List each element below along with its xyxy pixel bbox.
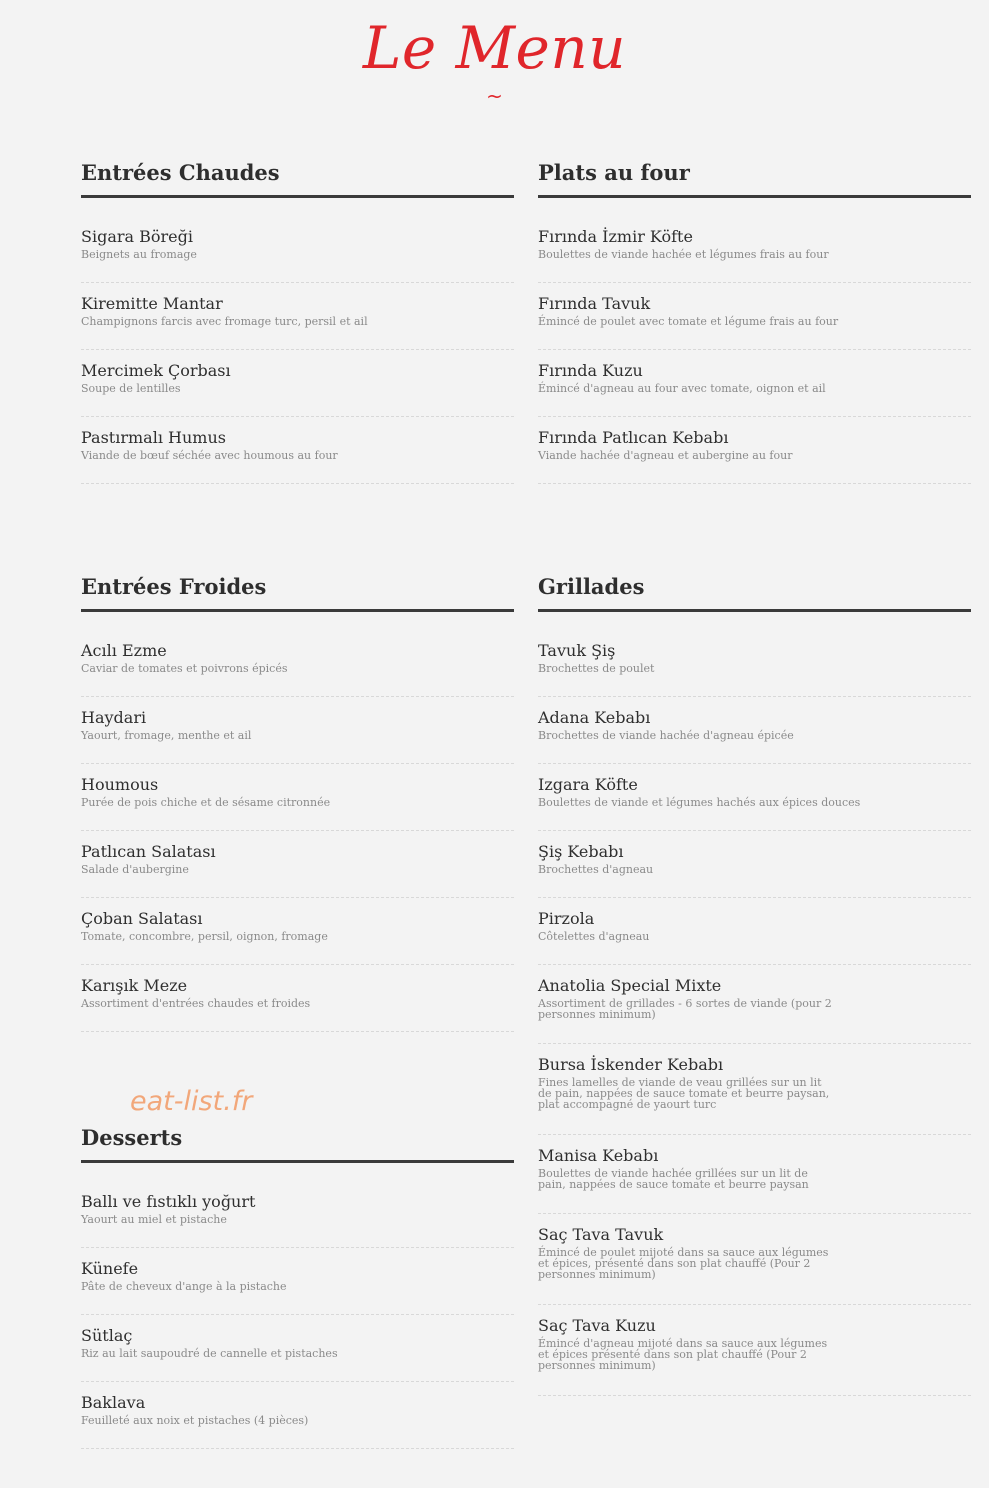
menu-item-description: Brochettes de poulet (538, 662, 655, 675)
menu-item-description: Pâte de cheveux d'ange à la pistache (81, 1280, 287, 1293)
menu-item-description: Assortiment de grillades - 6 sortes de viande (pour 2 personnes minimum) (538, 997, 832, 1021)
menu-item-name: Fırında Patlıcan Kebabı (538, 428, 729, 447)
menu-item-description: Riz au lait saupoudré de cannelle et pistaches (81, 1347, 338, 1360)
menu-item (538, 283, 971, 350)
menu-list (81, 630, 514, 1032)
menu-item-description: Purée de pois chiche et de sésame citronnée (81, 796, 331, 809)
menu-item-description: Boulettes de viande et légumes hachés aux épices douces (538, 796, 861, 809)
menu-item-name: Pastırmalı Humus (81, 428, 226, 447)
menu-item (538, 764, 971, 831)
menu-item (81, 216, 514, 283)
menu-item-name: Ballı ve fıstıklı yoğurt (81, 1192, 256, 1211)
menu-item (538, 697, 971, 764)
menu-item-description: Feuilleté aux noix et pistaches (4 pièces) (81, 1414, 309, 1427)
menu-item-name: Pirzola (538, 909, 595, 928)
menu-item-description: Émincé d'agneau mijoté dans sa sauce aux légumes et épices présenté dans son plat chauffé (Pour 2 personnes minimum) (538, 1337, 828, 1372)
menu-item-name: Houmous (81, 775, 159, 794)
menu-item-description: Viande de bœuf séchée avec houmous au four (81, 449, 338, 462)
section-entrees-chaudes (81, 157, 514, 484)
section-grillades (538, 571, 971, 1396)
menu-item-name: Izgara Köfte (538, 775, 638, 794)
menu-list (538, 630, 971, 1396)
section-plats-au-four (538, 157, 971, 484)
menu-item (81, 1248, 514, 1315)
menu-item (81, 1382, 514, 1449)
menu-item-name: Baklava (81, 1393, 146, 1412)
menu-item (538, 350, 971, 417)
menu-item (81, 1315, 514, 1382)
menu-item-name: Fırında İzmir Köfte (538, 227, 693, 246)
menu-item (538, 1305, 971, 1396)
menu-item (81, 1181, 514, 1248)
watermark: eat-list.fr (130, 1086, 253, 1117)
menu-item-description: Champignons farcis avec fromage turc, persil et ail (81, 315, 368, 328)
menu-item-name: Sütlaç (81, 1326, 133, 1345)
menu-item (81, 350, 514, 417)
menu-item-name: Fırında Kuzu (538, 361, 643, 380)
menu-item (538, 216, 971, 283)
menu-item-name: Çoban Salatası (81, 909, 203, 928)
menu-item-description: Émincé de poulet mijoté dans sa sauce aux légumes et épices, présenté dans son plat chauffé (Pour 2 personnes minimum) (538, 1246, 829, 1281)
title-ornament: ~ (486, 84, 503, 108)
menu-item-name: Anatolia Special Mixte (538, 976, 722, 995)
menu-item (538, 1214, 971, 1305)
menu-item (81, 283, 514, 350)
menu-item-name: Adana Kebabı (538, 708, 651, 727)
menu-item (81, 764, 514, 831)
menu-item-name: Fırında Tavuk (538, 294, 651, 313)
menu-item-name: Saç Tava Tavuk (538, 1225, 664, 1244)
section-entrees-froides (81, 571, 514, 1032)
menu-item-description: Yaourt au miel et pistache (81, 1213, 227, 1226)
menu-item-name: Saç Tava Kuzu (538, 1316, 656, 1335)
section-title: Grillades (538, 571, 971, 612)
menu-item-name: Patlıcan Salatası (81, 842, 216, 861)
menu-item (81, 417, 514, 484)
menu-item (81, 831, 514, 898)
menu-item-name: Tavuk Şiş (538, 641, 616, 660)
menu-item (538, 417, 971, 484)
menu-item-name: Kiremitte Mantar (81, 294, 223, 313)
menu-list (81, 216, 514, 484)
menu-item (538, 1135, 971, 1214)
section-title: Desserts (81, 1122, 514, 1163)
menu-item-name: Mercimek Çorbası (81, 361, 231, 380)
menu-item (81, 630, 514, 697)
menu-item-description: Côtelettes d'agneau (538, 930, 650, 943)
page-title: Le Menu (362, 14, 627, 82)
menu-item (81, 965, 514, 1032)
section-title: Entrées Chaudes (81, 157, 514, 198)
menu-item-description: Émincé d'agneau au four avec tomate, oignon et ail (538, 382, 826, 395)
menu-item-description: Assortiment d'entrées chaudes et froides (81, 997, 311, 1010)
menu-item-name: Karışık Meze (81, 976, 188, 995)
menu-item-description: Yaourt, fromage, menthe et ail (81, 729, 252, 742)
menu-item-description: Caviar de tomates et poivrons épicés (81, 662, 288, 675)
menu-item-description: Brochettes de viande hachée d'agneau épicée (538, 729, 794, 742)
menu-item-description: Émincé de poulet avec tomate et légume frais au four (538, 315, 839, 328)
menu-item-name: Sigara Böreği (81, 227, 193, 246)
menu-item (538, 965, 971, 1044)
menu-item (81, 697, 514, 764)
menu-item-name: Manisa Kebabı (538, 1146, 659, 1165)
menu-list (81, 1181, 514, 1449)
menu-item (538, 898, 971, 965)
section-desserts (81, 1122, 514, 1449)
menu-item-description: Brochettes d'agneau (538, 863, 654, 876)
menu-item-description: Viande hachée d'agneau et aubergine au four (538, 449, 793, 462)
menu-item-name: Bursa İskender Kebabı (538, 1055, 724, 1074)
menu-item (538, 630, 971, 697)
menu-item (538, 831, 971, 898)
menu-item-description: Boulettes de viande hachée grillées sur un lit de pain, nappées de sauce tomate et beurre paysan (538, 1167, 809, 1191)
menu-item-description: Tomate, concombre, persil, oignon, fromage (81, 930, 328, 943)
menu-item (538, 1044, 971, 1135)
menu-item-description: Fines lamelles de viande de veau grillées sur un lit de pain, nappées de sauce tomate et beurre paysan, plat accompagné de yaourt turc (538, 1076, 830, 1111)
menu-item-name: Acılı Ezme (81, 641, 167, 660)
section-title: Entrées Froides (81, 571, 514, 612)
menu-item (81, 898, 514, 965)
menu-item-description: Soupe de lentilles (81, 382, 181, 395)
menu-item-name: Şiş Kebabı (538, 842, 624, 861)
menu-list (538, 216, 971, 484)
menu-item-description: Salade d'aubergine (81, 863, 189, 876)
menu-item-name: Künefe (81, 1259, 139, 1278)
section-title: Plats au four (538, 157, 971, 198)
menu-item-description: Beignets au fromage (81, 248, 197, 261)
menu-item-name: Haydari (81, 708, 147, 727)
menu-item-description: Boulettes de viande hachée et légumes frais au four (538, 248, 829, 261)
